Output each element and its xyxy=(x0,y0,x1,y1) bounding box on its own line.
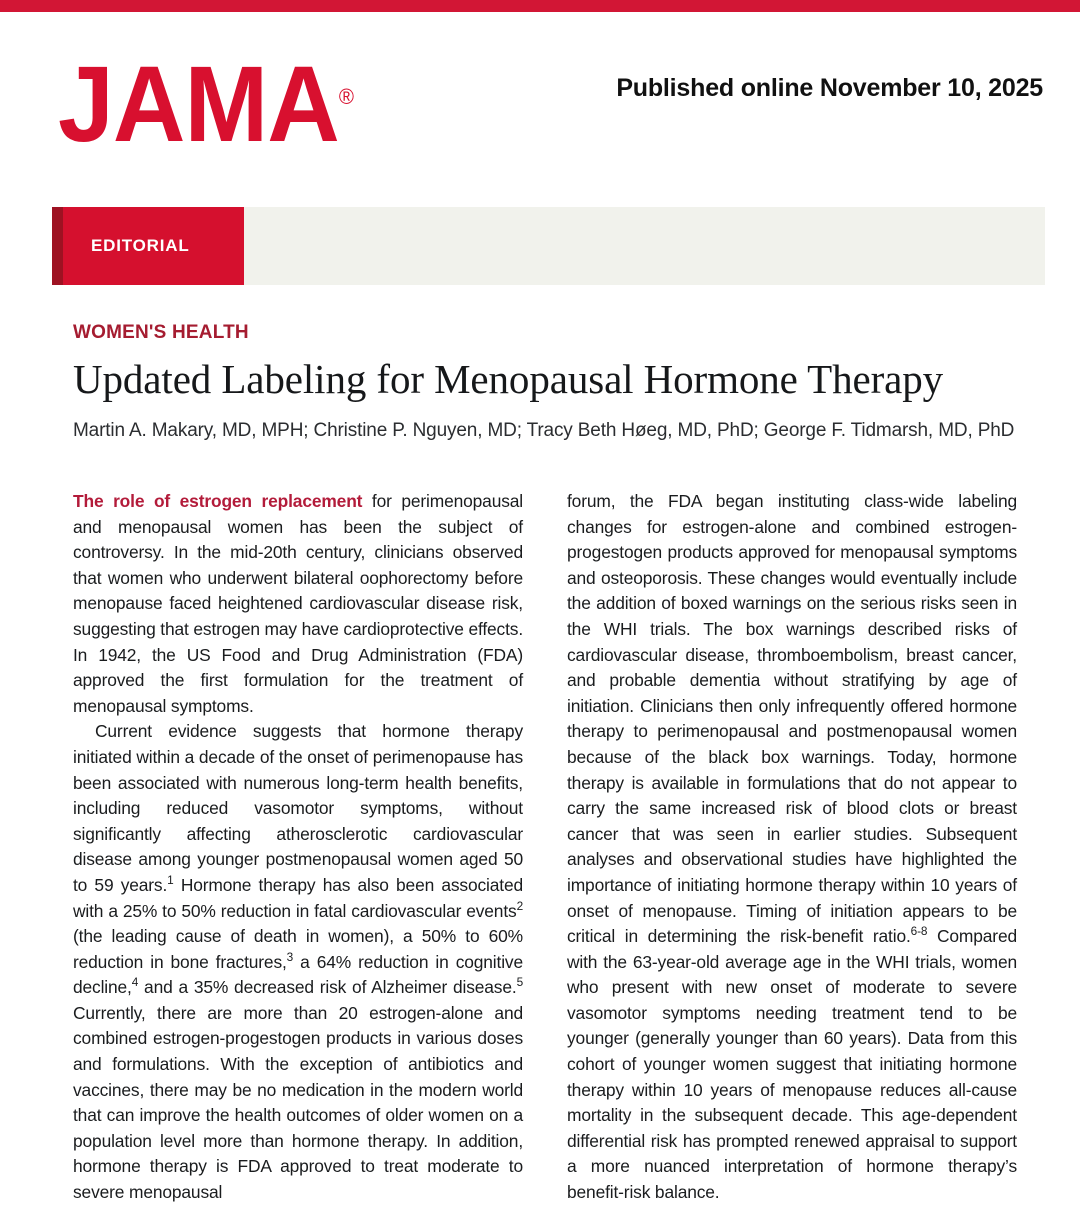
body-column-right xyxy=(567,489,1017,1206)
editorial-badge[interactable] xyxy=(52,207,244,285)
paragraph-left-1-text: for perimenopausal and menopausal women has been the subject of controversy. In the mid-20th century, clinicians observed that women who underwent bilateral oophorectomy before menopause faced heightened cardiovascular disease risk, suggesting that estrogen may have cardioprotective effects. In 1942, the US Food and Drug Administration (FDA) approved the first formulation for the treatment of menopausal symptoms. xyxy=(73,491,524,716)
paragraph-left-2-seg-2: Hormone therapy has also been associated with a 25% to 50% reduction in fatal cardiovascular events xyxy=(73,874,523,921)
paragraph-left-2-seg-1: Current evidence suggests that hormone therapy initiated within a decade of the onset of perimenopause has been associated with numerous long-term health benefits, including reduced vasomotor symptoms, without significantly affecting atherosclerotic cardiovascular disease among younger postmenopausal women aged 50 to 59 years. xyxy=(73,721,523,895)
paragraph-right-1-seg-2: Compared with the 63-year-old average age in the WHI trials, women who present with new onset of moderate to severe vasomotor symptoms needing treatment tend to be younger (generally younger than 60 years). Data from this cohort of younger women suggest that initiating hormone therapy within 10 years of menopause reduces all-cause mortality in the subsequent decade. This age-dependent differential risk has prompted renewed appraisal to support a more nuanced interpretation of hormone therapy’s benefit-risk balance. xyxy=(567,926,1017,1203)
article-body xyxy=(73,489,1017,1206)
paragraph-lead-in: The role of estrogen replacement xyxy=(73,491,363,511)
paragraph-left-2 xyxy=(73,719,523,1205)
editorial-badge-label: EDITORIAL xyxy=(91,236,190,255)
published-online-date: Published online November 10, 2025 xyxy=(616,74,1043,102)
masthead xyxy=(0,12,1080,195)
citation-ref-2[interactable]: 2 xyxy=(516,898,523,913)
citation-ref-6-8[interactable]: 6-8 xyxy=(910,924,928,939)
page-title: Updated Labeling for Menopausal Hormone Therapy xyxy=(73,356,944,402)
paragraph-left-2-seg-5: and a 35% decreased risk of Alzheimer disease. xyxy=(138,977,517,998)
paragraph-right-1 xyxy=(567,489,1017,1206)
body-column-left xyxy=(73,489,523,1206)
paragraph-left-2-seg-3: (the leading cause of death in women), a 50% to 60% reduction in bone fractures, xyxy=(73,926,523,972)
author-byline: Martin A. Makary, MD, MPH; Christine P. Nguyen, MD; Tracy Beth Høeg, MD, PhD; George F. Tidmarsh, MD, PhD xyxy=(73,420,1015,441)
citation-ref-3[interactable]: 3 xyxy=(286,949,294,964)
top-accent-rule xyxy=(0,0,1080,12)
jama-logo[interactable] xyxy=(58,43,354,164)
citation-ref-4[interactable]: 4 xyxy=(131,975,139,990)
paragraph-left-1 xyxy=(73,489,523,719)
citation-ref-5[interactable]: 5 xyxy=(516,975,523,990)
registered-trademark-icon: ® xyxy=(338,84,354,109)
paragraph-right-1-seg-1: forum, the FDA began instituting class-wide labeling changes for estrogen-alone and combined estrogen-progestogen products approved for menopausal symptoms and osteoporosis. These changes would eventually include the addition of boxed warnings on the serious risks seen in the WHI trials. The box warnings described risks of cardiovascular disease, thromboembolism, breast cancer, and probable dementia without stratifying by age of initiation. Clinicians then only infrequently offered hormone therapy to perimenopausal and postmenopausal women because of the black box warnings. Today, hormone therapy is available in formulations that do not appear to carry the same increased risk of blood clots or breast cancer that was seen in earlier studies. Subsequent analyses and observational studies have highlighted the importance of initiating hormone therapy within 10 years of onset of menopause. Timing of initiation appears to be critical in determining the risk-benefit ratio. xyxy=(567,491,1017,947)
article-header xyxy=(73,322,1018,443)
paragraph-left-2-seg-6: Currently, there are more than 20 estrogen-alone and combined estrogen-progestogen products in various doses and formulations. With the exception of antibiotics and vaccines, there may be no medication in the modern world that can improve the health outcomes of older women on a population level more than hormone therapy. In addition, hormone therapy is FDA approved to treat moderate to severe menopausal xyxy=(73,1002,523,1203)
article-kicker: WOMEN'S HEALTH xyxy=(73,322,249,343)
category-banner xyxy=(52,207,1045,285)
citation-ref-1[interactable]: 1 xyxy=(167,873,174,888)
paragraph-left-2-seg-4: a 64% reduction in cognitive decline, xyxy=(73,951,523,998)
jama-logo-wordmark: JAMA xyxy=(58,43,339,164)
